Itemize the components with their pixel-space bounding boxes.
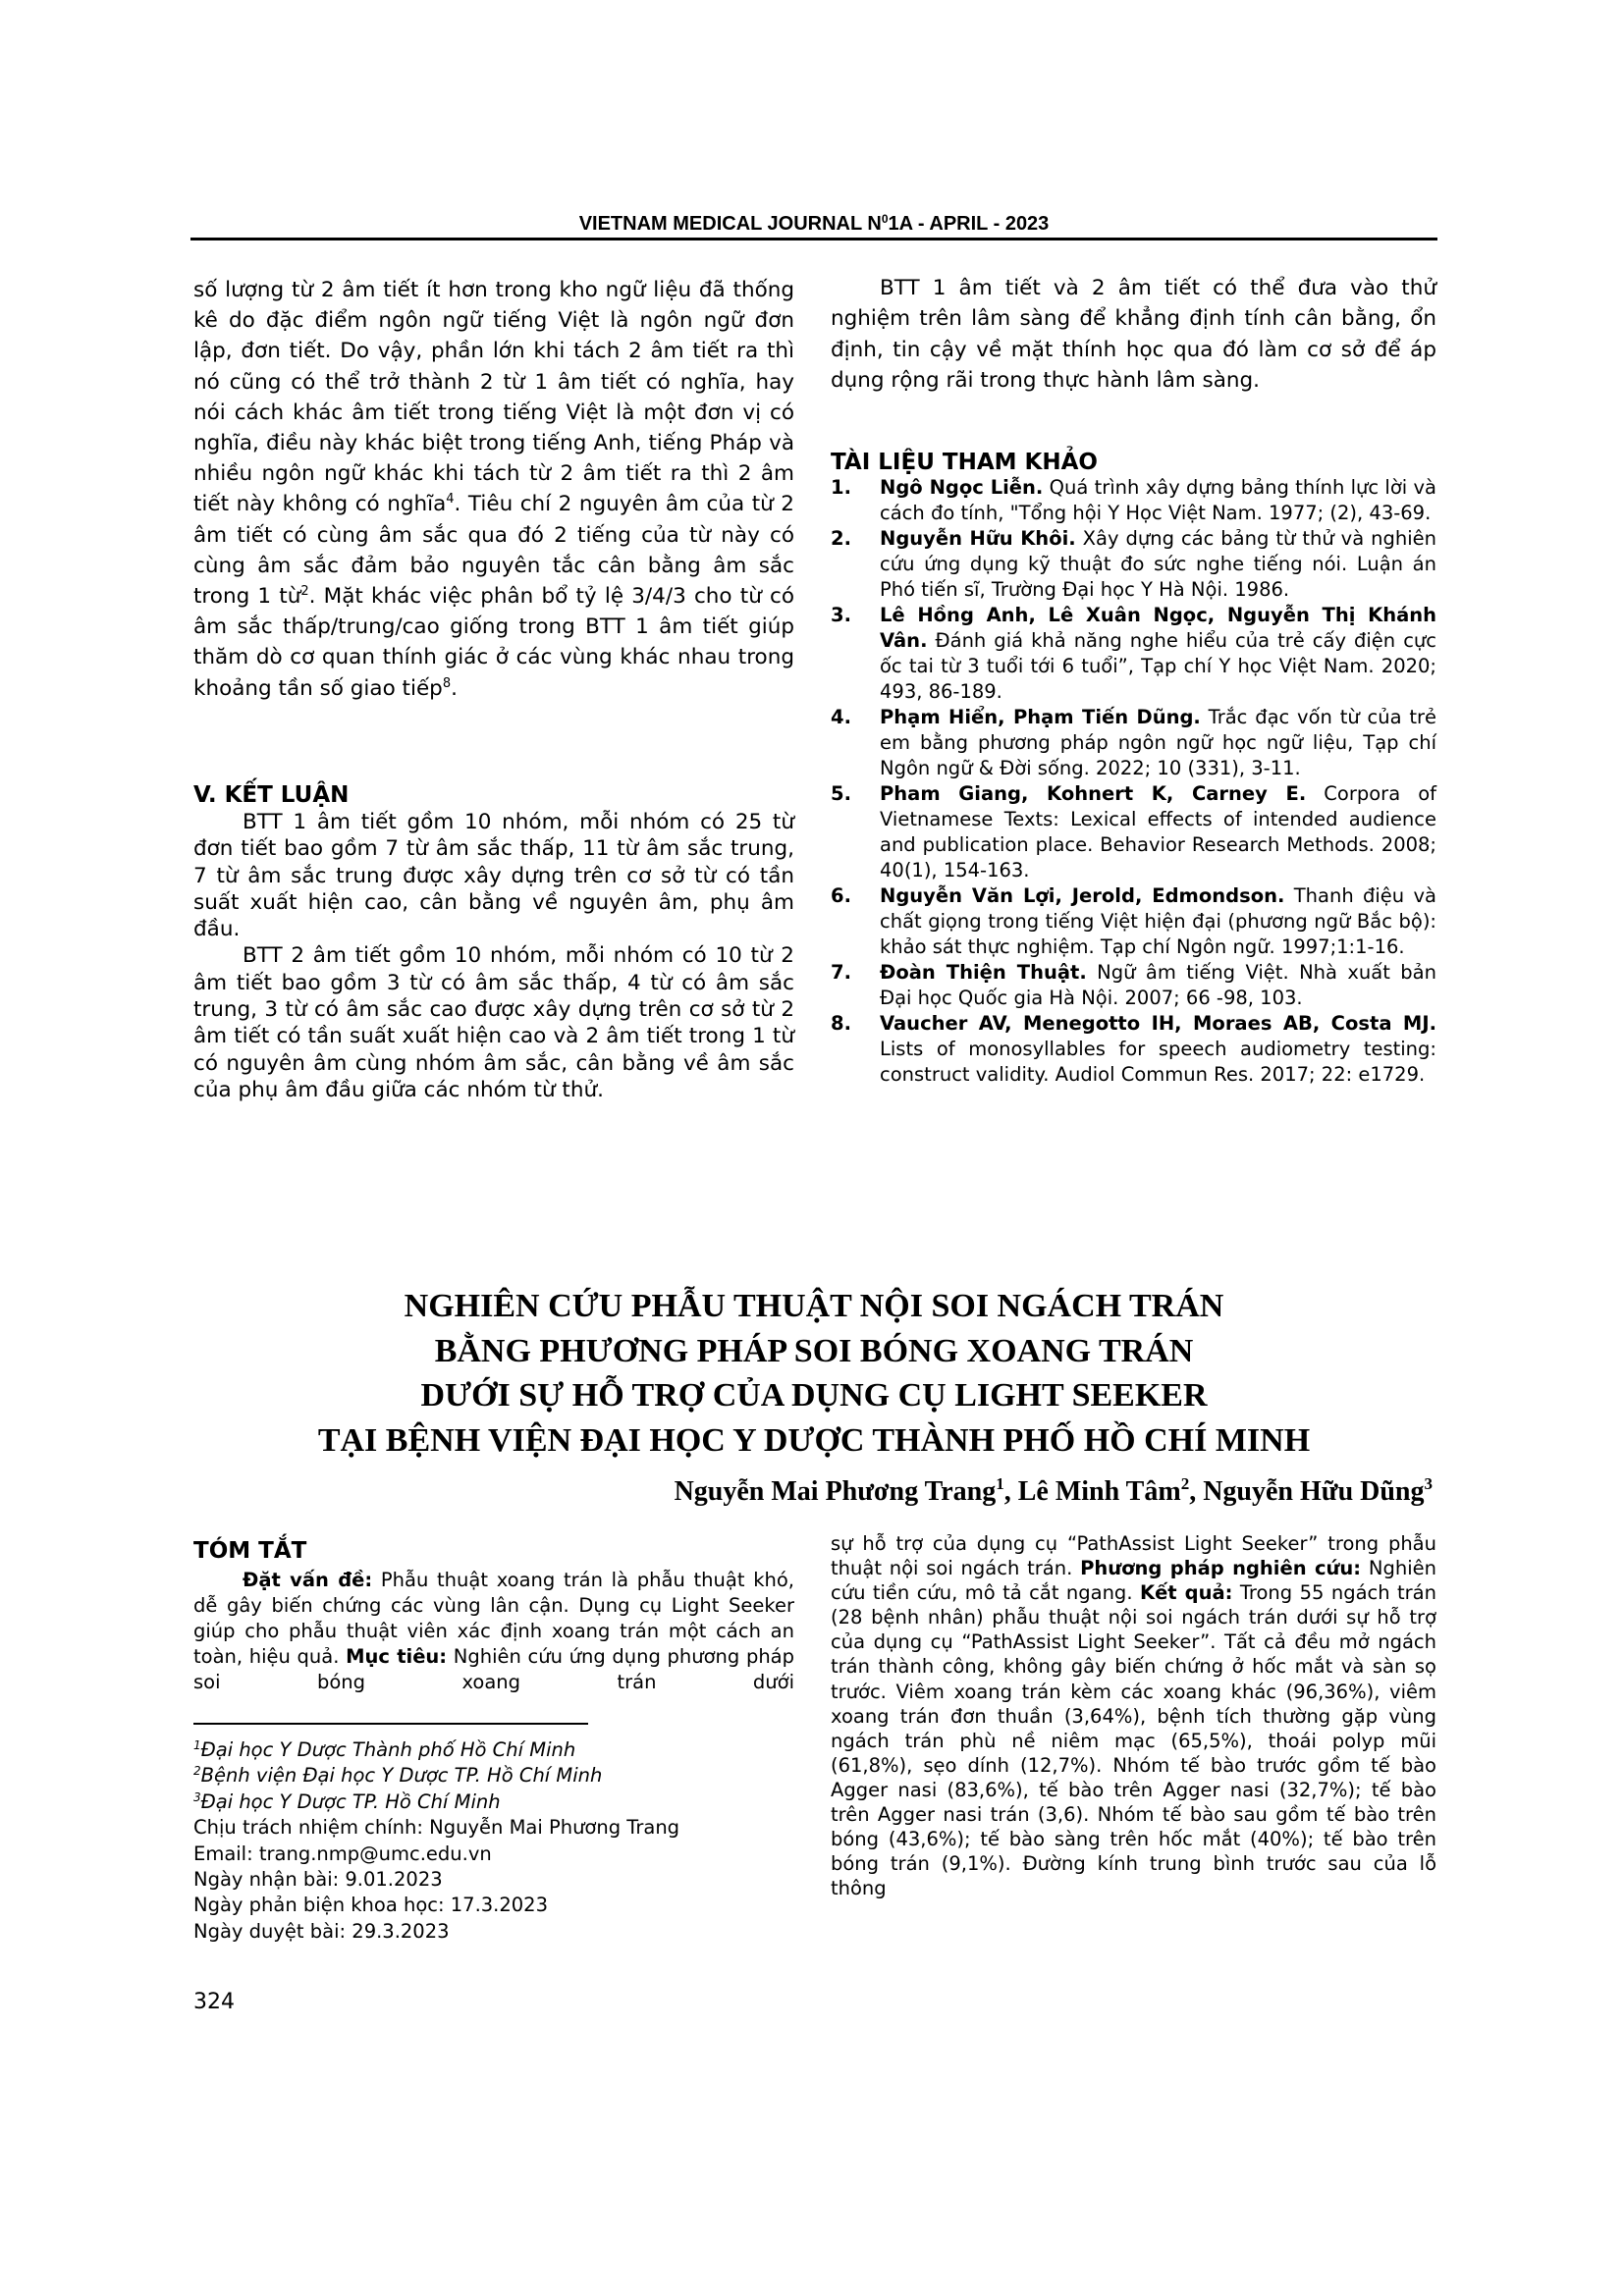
reference-authors: Phạm Hiển, Phạm Tiến Dũng. [880, 706, 1201, 728]
reference-number: 3. [831, 604, 851, 626]
reference-details: Thanh điệu và chất giọng trong tiếng Việt hiện đại (phương ngữ Bắc bộ): khảo sát thực nghiệm. Tạp chí Ngôn ngữ. 1997;1:1-16. [880, 884, 1436, 958]
text-run: , Nguyễn Hữu Dũng [1189, 1476, 1425, 1507]
text-run: . Mặt khác việc phân bổ tỷ lệ 3/4/3 cho từ có âm sắc thấp/trung/cao giống trong BTT 1 âm tiết giúp thăm dò cơ quan thính giác ở các vùng khác nhau trong khoảng tần số giao tiếp [193, 584, 794, 701]
reference-text [880, 883, 1436, 960]
reference-number: 2. [831, 527, 851, 550]
reference-number: 1. [831, 476, 851, 499]
footnote-line: Ngày nhận bài: 9.01.2023 [193, 1868, 443, 1892]
text-run: . [451, 675, 458, 701]
reference-item [831, 1011, 1436, 1088]
reference-details: Quá trình xây dựng bảng thính lực lời và cách đo tính, "Tổng hội Y Học Việt Nam. 1977; (2), 43-69. [880, 476, 1436, 524]
text-run: Nghiên cứu ứng dụng phương pháp soi bóng xoang trán dưới [193, 1645, 795, 1693]
footnotes [193, 1737, 679, 1945]
citation-superscript: 1 [996, 1474, 1004, 1493]
reference-details: Đánh giá khả năng nghe hiểu của trẻ cấy điện cực ốc tai từ 3 tuổi tới 6 tuổi”, Tạp chí Y học Việt Nam. 2020; 493, 86-189. [880, 629, 1436, 703]
citation-superscript: 8 [442, 675, 452, 691]
reference-item [831, 475, 1436, 526]
title-line: DƯỚI SỰ HỖ TRỢ CỦA DỤNG CỤ LIGHT SEEKER [420, 1377, 1208, 1414]
reference-item [831, 705, 1436, 781]
reference-number: 6. [831, 884, 851, 907]
paragraph-text: BTT 1 âm tiết và 2 âm tiết có thể đưa vào thử nghiệm trên lâm sàng để khẳng định tính cân bằng, ổn định, tin cậy về mặt thính học qua đó làm cơ sở để áp dụng rộng rãi trong thực hành lâm sàng. [831, 276, 1436, 393]
footnote-line: Email: trang.nmp@umc.edu.vn [193, 1842, 492, 1865]
footnote-line: Ngày phản biện khoa học: 17.3.2023 [193, 1894, 548, 1917]
abstract-text-left [193, 1568, 794, 1695]
text-run: , Lê Minh Tâm [1003, 1476, 1181, 1507]
references-list [831, 475, 1436, 1088]
citation-superscript: 3 [1424, 1474, 1433, 1493]
reference-authors: Vaucher AV, Menegotto IH, Moraes AB, Costa MJ. [880, 1012, 1436, 1035]
reference-number: 7. [831, 961, 851, 984]
reference-text [880, 960, 1436, 1011]
reference-number: 4. [831, 706, 851, 728]
footnote-rule [193, 1723, 588, 1725]
reference-authors: Đoàn Thiện Thuật. [880, 961, 1087, 984]
reference-item [831, 526, 1436, 603]
discussion-paragraph [193, 275, 794, 704]
reference-details: Ngữ âm tiếng Việt. Nhà xuất bản Đại học Quốc gia Hà Nội. 2007; 66 -98, 103. [880, 961, 1436, 1009]
issue-date: 1A - APRIL - 2023 [888, 213, 1050, 235]
running-header [190, 212, 1437, 236]
reference-text [880, 526, 1436, 603]
author-list [190, 1474, 1433, 1510]
conclusion-section [193, 809, 794, 1103]
text-run: sự hỗ trợ của dụng cụ “PathAssist Light Seeker” trong phẫu thuật nội soi ngách trán. [831, 1532, 1436, 1580]
affiliation-footnote [193, 1789, 679, 1815]
text-run: Trong 55 ngách trán (28 bệnh nhân) phẫu thuật nội soi ngách trán dưới sự hỗ trợ của dụng cụ “PathAssist Light Seeker”. Tất cả đều mở ngách trán thành công, không gây biến chứng ở hốc mắt và sàn sọ trước. Viêm xoang trán kèm các xoang khác (96,36%), viêm xoang trán đơn thuần (3,64%), bệnh tích thường gặp vùng ngách trán phù nề niêm mạc (65,5%), thoái polyp mũi (61,8%), sẹo dính (12,7%). Nhóm tế bào trước gồm tế bào Agger nasi (83,6%), tế bào trên Agger nasi (32,7%); tế bào trên Agger nasi trán (3,6). Nhóm tế bào sau gồm tế bào trên bóng (43,6%); tế bào sàng trên hốc mắt (40%); tế bào trên bóng trán (9,1%). Đường kính trung bình trước sau của lỗ thông [831, 1581, 1436, 1900]
affiliation-name: Đại học Y Dược Thành phố Hồ Chí Minh [200, 1738, 576, 1761]
affiliation-number: 1 [193, 1738, 201, 1752]
reference-text [880, 475, 1436, 526]
reference-details: Trắc đạc vốn từ của trẻ em bằng phương pháp ngôn ngữ học ngữ liệu, Tạp chí Ngôn ngữ & Đời sống. 2022; 10 (331), 3-11. [880, 706, 1437, 779]
reference-details: Corpora of Vietnamese Texts: Lexical effects of intended audience and publication place. Behavior Research Methods. 2008; 40(1), 154-163. [880, 782, 1437, 881]
bold-label: Mục tiêu: [346, 1645, 448, 1668]
reference-authors: Nguyễn Văn Lợi, Jerold, Edmondson. [880, 884, 1285, 907]
text-run: số lượng từ 2 âm tiết ít hơn trong kho ngữ liệu đã thống kê do đặc điểm ngôn ngữ tiếng Việt là ngôn ngữ đơn lập, đơn tiết. Do vậy, phần lớn khi tách 2 âm tiết ra thì nó cũng có thể trở thành 2 từ 1 âm tiết có nghĩa, hay nói cách khác âm tiết trong tiếng Việt là một đơn vị có nghĩa, điều này khác biệt trong tiếng Anh, tiếng Pháp và nhiều ngôn ngữ khác khi tách từ 2 âm tiết ra thì 2 âm tiết này không có nghĩa [193, 278, 794, 517]
title-line: TẠI BỆNH VIỆN ĐẠI HỌC Y DƯỢC THÀNH PHỐ HỒ CHÍ MINH [317, 1421, 1311, 1459]
issue-sup: 0 [881, 212, 889, 226]
reference-item [831, 781, 1436, 883]
footnote-line: Ngày duyệt bài: 29.3.2023 [193, 1919, 450, 1943]
bold-label: Kết quả: [1139, 1581, 1233, 1605]
reference-text [880, 1011, 1436, 1088]
reference-authors: Ngô Ngọc Liễn. [880, 476, 1044, 499]
reference-details: Lists of monosyllables for speech audiometry testing: construct validity. Audiol Commun Res. 2017; 22: e1729. [880, 1038, 1436, 1086]
affiliation-name: Đại học Y Dược TP. Hồ Chí Minh [200, 1789, 501, 1813]
affiliation-name: Bệnh viện Đại học Y Dược TP. Hồ Chí Minh [200, 1764, 603, 1788]
text-run: Nghiên cứu tiền cứu, mô tả cắt ngang. [831, 1557, 1436, 1605]
reference-text [880, 705, 1436, 781]
reference-authors: Pham Giang, Kohnert K, Carney E. [880, 782, 1307, 805]
abstract-heading: TÓM TẮT [193, 1538, 307, 1564]
page-number: 324 [193, 1990, 235, 2014]
reference-number: 5. [831, 782, 851, 805]
title-line: NGHIÊN CỨU PHẪU THUẬT NỘI SOI NGÁCH TRÁN [404, 1288, 1224, 1324]
abstract-text-right [831, 1531, 1436, 1900]
affiliation-number: 3 [193, 1789, 201, 1804]
references-heading: TÀI LIỆU THAM KHẢO [831, 450, 1098, 475]
affiliation-footnote [193, 1763, 679, 1789]
affiliation-footnote [193, 1737, 679, 1763]
reference-authors: Lê Hồng Anh, Lê Xuân Ngọc, Nguyễn Thị Khánh Vân. [880, 604, 1436, 652]
footnote-line: Chịu trách nhiệm chính: Nguyễn Mai Phương Trang [193, 1816, 680, 1840]
text-run: Nguyễn Mai Phương Trang [674, 1476, 997, 1507]
citation-superscript: 4 [446, 492, 455, 507]
bold-label: Đặt vấn đề: [243, 1569, 373, 1591]
bold-label: Phương pháp nghiên cứu: [1080, 1557, 1362, 1580]
reference-details: Xây dựng các bảng từ thử và nghiên cứu ứng dụng kỹ thuật đo sức nghe tiếng nói. Luận án Phó tiến sĩ, Trường Đại học Y Hà Nội. 1986. [880, 527, 1437, 601]
header-rule [190, 238, 1437, 240]
title-line: BẰNG PHƯƠNG PHÁP SOI BÓNG XOANG TRÁN [434, 1332, 1194, 1369]
reference-text [880, 781, 1436, 883]
conclusion-heading: V. KẾT LUẬN [193, 782, 350, 808]
reference-item [831, 883, 1436, 960]
citation-superscript: 2 [300, 584, 309, 600]
reference-number: 8. [831, 1012, 851, 1035]
text-run: . Tiêu chí 2 nguyên âm của từ 2 âm tiết có cùng âm sắc qua đó 2 tiếng của từ này có cùng âm sắc đảm bảo nguyên tắc cân bằng âm sắc trong 1 từ [193, 492, 794, 610]
conclusion-paragraph: BTT 1 âm tiết gồm 10 nhóm, mỗi nhóm có 25 từ đơn tiết bao gồm 7 từ âm sắc thấp, 11 từ âm sắc trung, 7 từ âm sắc trung được xây dựng trên cơ sở từ có tần suất xuất hiện cao, cân bằng về nguyên âm, phụ âm đầu. [193, 810, 794, 942]
article-title [190, 1284, 1437, 1463]
reference-item [831, 960, 1436, 1011]
reference-authors: Nguyễn Hữu Khôi. [880, 527, 1076, 550]
conclusion-paragraph: BTT 2 âm tiết gồm 10 nhóm, mỗi nhóm có 10 từ 2 âm tiết bao gồm 3 từ có âm sắc thấp, 4 từ có âm sắc trung, 3 từ có âm sắc cao được xây dựng trên cơ sở từ 2 âm tiết có tần suất xuất hiện cao và 2 âm tiết trong 1 từ có nguyên âm cùng nhóm âm sắc, cân bằng về âm sắc của phụ âm đầu giữa các nhóm từ thử. [193, 943, 794, 1102]
paragraph-text [193, 275, 794, 704]
reference-item [831, 603, 1436, 705]
citation-superscript: 2 [1180, 1474, 1190, 1493]
text-run: Phẫu thuật xoang trán là phẫu thuật khó, dễ gây biến chứng các vùng lân cận. Dụng cụ Light Seeker giúp cho phẫu thuật viên xác định xoang trán một cách an toàn, hiệu quả. [193, 1569, 794, 1668]
affiliation-number: 2 [193, 1764, 201, 1779]
reference-text [880, 603, 1436, 705]
journal-name: VIETNAM MEDICAL JOURNAL N [578, 213, 882, 235]
conclusion-paragraph-continued [831, 273, 1436, 396]
